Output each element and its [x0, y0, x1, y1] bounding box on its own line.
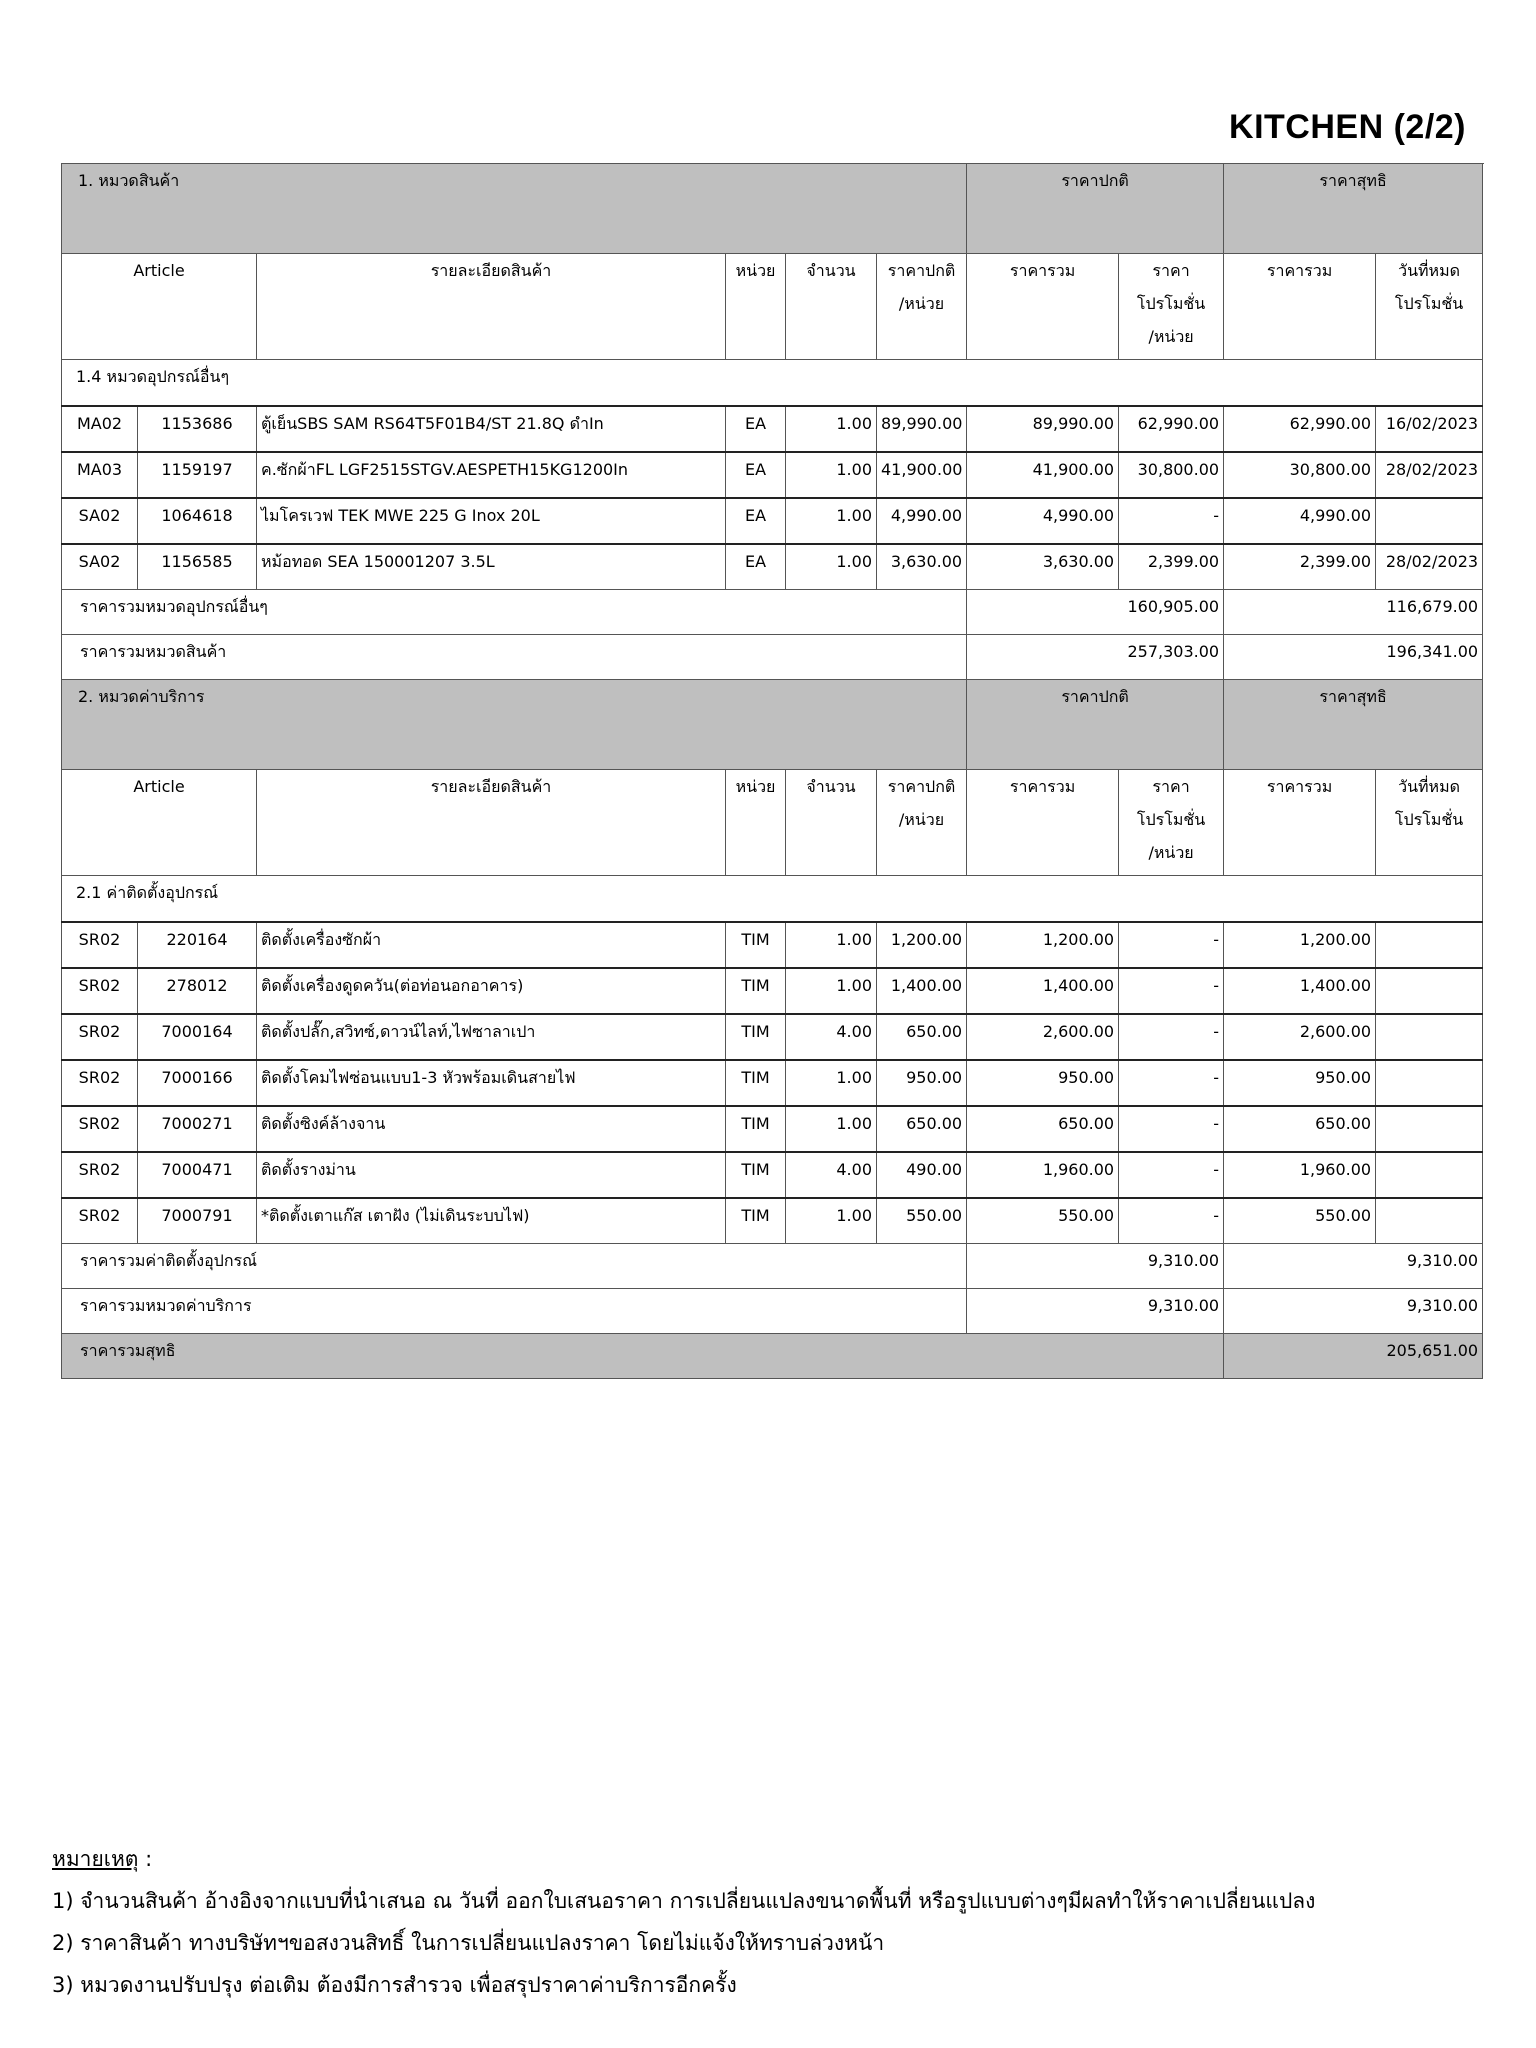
cell-text: โปรโมชั่น: [1136, 294, 1206, 313]
item-row: [62, 452, 1483, 498]
item-unit: TIM: [726, 1106, 786, 1152]
item-promo-price: -: [1119, 1014, 1224, 1060]
item-promo-price: 62,990.00: [1119, 406, 1224, 452]
item-row: [62, 406, 1483, 452]
item-unit-price: 550.00: [877, 1198, 967, 1244]
col-total: ราคารวม: [967, 770, 1119, 876]
note-line-2: 2) ราคาสินค้า ทางบริษัทฯขอสงวนสิทธิ์ ในการเปลี่ยนแปลงราคา โดยไม่แจ้งให้ทราบล่วงหน้า: [52, 1931, 885, 1955]
item-promo-total: 30,800.00: [1224, 452, 1376, 498]
category-total-normal: 9,310.00: [967, 1289, 1224, 1334]
item-description: ติดตั้งเครื่องซักผ้า: [257, 922, 726, 968]
item-unit-price: 490.00: [877, 1152, 967, 1198]
normal-price-header: ราคาปกติ: [967, 164, 1224, 254]
section-total-row: [62, 1244, 1483, 1289]
item-qty: 1.00: [786, 922, 877, 968]
item-promo-price: 2,399.00: [1119, 544, 1224, 590]
category-total-row: [62, 635, 1483, 680]
category-total-net: 196,341.00: [1224, 635, 1483, 680]
item-qty: 4.00: [786, 1014, 877, 1060]
page-title: KITCHEN (2/2): [1229, 108, 1466, 146]
notes: [52, 1838, 1315, 2006]
item-total: 41,900.00: [967, 452, 1119, 498]
item-article: 1153686: [138, 406, 257, 452]
item-total: 650.00: [967, 1106, 1119, 1152]
cell-text: ราคาปกติ: [887, 261, 956, 280]
item-unit: TIM: [726, 1060, 786, 1106]
item-unit: TIM: [726, 968, 786, 1014]
item-unit-price: 950.00: [877, 1060, 967, 1106]
item-promo-total: 1,960.00: [1224, 1152, 1376, 1198]
note-line-1: 1) จำนวนสินค้า อ้างอิงจากแบบที่นำเสนอ ณ วันที่ ออกใบเสนอราคา การเปลี่ยนแปลงขนาดพื้นที่ หรือรูปแบบต่างๆมีผลทำให้ราคาเปลี่ยนแปลง: [52, 1889, 1316, 1913]
net-price-header: ราคาสุทธิ: [1224, 164, 1483, 254]
item-row: [62, 1060, 1483, 1106]
item-code: SR02: [62, 1106, 138, 1152]
item-promo-total: 2,600.00: [1224, 1014, 1376, 1060]
item-code: SA02: [62, 544, 138, 590]
item-total: 1,400.00: [967, 968, 1119, 1014]
item-code: SR02: [62, 1198, 138, 1244]
item-promo-end: [1376, 1152, 1483, 1198]
item-unit-price: 1,400.00: [877, 968, 967, 1014]
item-promo-total: 550.00: [1224, 1198, 1376, 1244]
section-total-row: [62, 590, 1483, 635]
col-unit-price: [877, 254, 967, 360]
item-total: 550.00: [967, 1198, 1119, 1244]
item-unit: EA: [726, 406, 786, 452]
item-total: 89,990.00: [967, 406, 1119, 452]
item-qty: 1.00: [786, 1106, 877, 1152]
note-line-3: 3) หมวดงานปรับปรุง ต่อเติม ต้องมีการสำรวจ เพื่อสรุปราคาค่าบริการอีกครั้ง: [52, 1973, 737, 1997]
item-promo-total: 4,990.00: [1224, 498, 1376, 544]
item-code: SA02: [62, 498, 138, 544]
item-description: ติดตั้งซิงค์ล้างจาน: [257, 1106, 726, 1152]
grand-total-label: ราคารวมสุทธิ: [62, 1334, 1224, 1379]
col-qty: จำนวน: [786, 254, 877, 360]
item-article: 7000791: [138, 1198, 257, 1244]
item-promo-price: -: [1119, 1106, 1224, 1152]
item-article: 220164: [138, 922, 257, 968]
item-promo-price: -: [1119, 1060, 1224, 1106]
item-promo-price: -: [1119, 968, 1224, 1014]
item-row: [62, 1106, 1483, 1152]
col-promo-price: [1119, 770, 1224, 876]
item-code: MA03: [62, 452, 138, 498]
section-row: [62, 360, 1483, 407]
item-total: 4,990.00: [967, 498, 1119, 544]
section-title: 2.1 ค่าติดตั้งอุปกรณ์: [62, 876, 1483, 923]
item-promo-end: [1376, 1014, 1483, 1060]
item-description: *ติดตั้งเตาแก๊ส เตาฝัง (ไม่เดินระบบไฟ): [257, 1198, 726, 1244]
item-description: ค.ซักผ้าFL LGF2515STGV.AESPETH15KG1200In: [257, 452, 726, 498]
col-article: Article: [62, 770, 257, 876]
quotation-table-body: [62, 164, 1483, 1379]
section-title: 1.4 หมวดอุปกรณ์อื่นๆ: [62, 360, 1483, 407]
grand-total-value: 205,651.00: [1224, 1334, 1483, 1379]
notes-heading: [52, 1838, 1315, 1880]
item-unit-price: 41,900.00: [877, 452, 967, 498]
category-header-row: [62, 164, 1483, 254]
item-promo-end: [1376, 498, 1483, 544]
section-total-net: 9,310.00: [1224, 1244, 1483, 1289]
section-total-label: ราคารวมค่าติดตั้งอุปกรณ์: [62, 1244, 967, 1289]
item-qty: 1.00: [786, 1060, 877, 1106]
item-promo-end: [1376, 1106, 1483, 1152]
item-unit: EA: [726, 498, 786, 544]
col-promo-total: ราคารวม: [1224, 254, 1376, 360]
item-promo-price: -: [1119, 1152, 1224, 1198]
item-qty: 4.00: [786, 1152, 877, 1198]
notes-title: หมายเหตุ: [52, 1847, 139, 1871]
item-article: 7000271: [138, 1106, 257, 1152]
category-total-normal: 257,303.00: [967, 635, 1224, 680]
item-article: 7000471: [138, 1152, 257, 1198]
column-header-row: [62, 254, 1483, 360]
section-total-normal: 9,310.00: [967, 1244, 1224, 1289]
col-qty: จำนวน: [786, 770, 877, 876]
item-unit: TIM: [726, 1152, 786, 1198]
item-row: [62, 922, 1483, 968]
col-description: รายละเอียดสินค้า: [257, 770, 726, 876]
item-promo-end: [1376, 1198, 1483, 1244]
item-qty: 1.00: [786, 452, 877, 498]
item-code: SR02: [62, 1152, 138, 1198]
category-total-label: ราคารวมหมวดสินค้า: [62, 635, 967, 680]
section-total-net: 116,679.00: [1224, 590, 1483, 635]
item-description: ติดตั้งปลั๊ก,สวิทซ์,ดาวน์ไลท์,ไฟซาลาเปา: [257, 1014, 726, 1060]
item-promo-total: 950.00: [1224, 1060, 1376, 1106]
item-article: 7000164: [138, 1014, 257, 1060]
item-code: SR02: [62, 1014, 138, 1060]
item-code: SR02: [62, 1060, 138, 1106]
item-unit: TIM: [726, 1198, 786, 1244]
net-price-header: ราคาสุทธิ: [1224, 680, 1483, 770]
category-title: 1. หมวดสินค้า: [62, 164, 967, 254]
col-unit: หน่วย: [726, 770, 786, 876]
item-promo-total: 1,400.00: [1224, 968, 1376, 1014]
item-description: หม้อทอด SEA 150001207 3.5L: [257, 544, 726, 590]
item-row: [62, 968, 1483, 1014]
item-unit-price: 89,990.00: [877, 406, 967, 452]
item-promo-end: [1376, 1060, 1483, 1106]
col-article: Article: [62, 254, 257, 360]
cell-text: วันที่หมด: [1398, 261, 1461, 280]
item-unit-price: 4,990.00: [877, 498, 967, 544]
col-promo-end: [1376, 770, 1483, 876]
category-total-label: ราคารวมหมวดค่าบริการ: [62, 1289, 967, 1334]
item-description: ติดตั้งโคมไฟซ่อนแบบ1-3 หัวพร้อมเดินสายไฟ: [257, 1060, 726, 1106]
item-promo-end: 28/02/2023: [1376, 452, 1483, 498]
category-title: 2. หมวดค่าบริการ: [62, 680, 967, 770]
item-promo-total: 62,990.00: [1224, 406, 1376, 452]
item-promo-price: 30,800.00: [1119, 452, 1224, 498]
cell-text: /หน่วย: [898, 294, 945, 313]
cell-text: /หน่วย: [1148, 327, 1194, 346]
item-total: 2,600.00: [967, 1014, 1119, 1060]
col-total: ราคารวม: [967, 254, 1119, 360]
item-promo-total: 1,200.00: [1224, 922, 1376, 968]
col-unit-price: [877, 770, 967, 876]
item-description: ไมโครเวฟ TEK MWE 225 G Inox 20L: [257, 498, 726, 544]
item-unit: TIM: [726, 922, 786, 968]
item-promo-total: 650.00: [1224, 1106, 1376, 1152]
cell-text: วันที่หมด: [1398, 777, 1461, 796]
cell-text: /หน่วย: [1148, 843, 1194, 862]
col-unit: หน่วย: [726, 254, 786, 360]
item-row: [62, 498, 1483, 544]
item-unit-price: 650.00: [877, 1106, 967, 1152]
cell-text: โปรโมชั่น: [1394, 294, 1464, 313]
item-article: 7000166: [138, 1060, 257, 1106]
item-row: [62, 1152, 1483, 1198]
item-qty: 1.00: [786, 1198, 877, 1244]
item-promo-end: [1376, 968, 1483, 1014]
section-total-normal: 160,905.00: [967, 590, 1224, 635]
item-row: [62, 544, 1483, 590]
notes-colon: :: [138, 1847, 153, 1871]
cell-text: /หน่วย: [898, 810, 945, 829]
cell-text: ราคา: [1152, 261, 1190, 280]
cell-text: ราคาปกติ: [887, 777, 956, 796]
item-description: ตู้เย็นSBS SAM RS64T5F01B4/ST 21.8Q ดำIn: [257, 406, 726, 452]
item-article: 1064618: [138, 498, 257, 544]
col-description: รายละเอียดสินค้า: [257, 254, 726, 360]
item-unit-price: 3,630.00: [877, 544, 967, 590]
item-total: 1,960.00: [967, 1152, 1119, 1198]
item-qty: 1.00: [786, 498, 877, 544]
item-promo-end: 16/02/2023: [1376, 406, 1483, 452]
item-promo-total: 2,399.00: [1224, 544, 1376, 590]
item-description: ติดตั้งรางม่าน: [257, 1152, 726, 1198]
item-qty: 1.00: [786, 968, 877, 1014]
item-promo-end: [1376, 922, 1483, 968]
item-article: 1156585: [138, 544, 257, 590]
item-code: SR02: [62, 922, 138, 968]
item-promo-price: -: [1119, 922, 1224, 968]
item-promo-price: -: [1119, 1198, 1224, 1244]
category-total-net: 9,310.00: [1224, 1289, 1483, 1334]
section-row: [62, 876, 1483, 923]
item-promo-end: 28/02/2023: [1376, 544, 1483, 590]
item-article: 278012: [138, 968, 257, 1014]
col-promo-end: [1376, 254, 1483, 360]
col-promo-total: ราคารวม: [1224, 770, 1376, 876]
cell-text: ราคา: [1152, 777, 1190, 796]
cell-text: โปรโมชั่น: [1394, 810, 1464, 829]
item-code: MA02: [62, 406, 138, 452]
item-unit: TIM: [726, 1014, 786, 1060]
col-promo-price: [1119, 254, 1224, 360]
item-unit-price: 1,200.00: [877, 922, 967, 968]
item-unit-price: 650.00: [877, 1014, 967, 1060]
item-row: [62, 1198, 1483, 1244]
item-total: 3,630.00: [967, 544, 1119, 590]
item-row: [62, 1014, 1483, 1060]
item-code: SR02: [62, 968, 138, 1014]
quotation-table: [61, 163, 1483, 1379]
column-header-row: [62, 770, 1483, 876]
item-description: ติดตั้งเครื่องดูดควัน(ต่อท่อนอกอาคาร): [257, 968, 726, 1014]
category-header-row: [62, 680, 1483, 770]
section-total-label: ราคารวมหมวดอุปกรณ์อื่นๆ: [62, 590, 967, 635]
grand-total-row: [62, 1334, 1483, 1379]
normal-price-header: ราคาปกติ: [967, 680, 1224, 770]
item-qty: 1.00: [786, 406, 877, 452]
category-total-row: [62, 1289, 1483, 1334]
item-unit: EA: [726, 452, 786, 498]
item-total: 1,200.00: [967, 922, 1119, 968]
item-total: 950.00: [967, 1060, 1119, 1106]
item-unit: EA: [726, 544, 786, 590]
item-qty: 1.00: [786, 544, 877, 590]
item-promo-price: -: [1119, 498, 1224, 544]
cell-text: โปรโมชั่น: [1136, 810, 1206, 829]
item-article: 1159197: [138, 452, 257, 498]
